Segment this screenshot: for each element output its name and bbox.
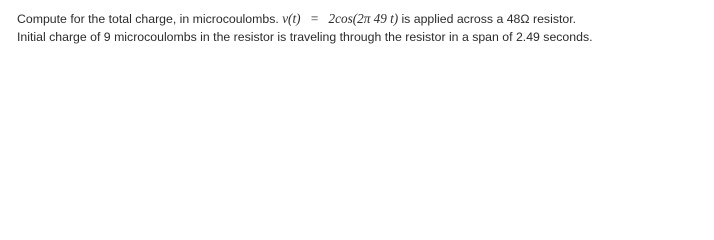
problem-text-intro: Compute for the total charge, in microcoulombs.: [17, 12, 283, 26]
problem-text-resistor: is applied across a 48Ω resistor.: [401, 12, 577, 26]
problem-line-2: Initial charge of 9 microcoulombs in the resistor is traveling through the resistor in a span of 2.49 seconds.: [17, 29, 593, 44]
equation-equals: =: [310, 11, 319, 26]
problem-line-1: [17, 10, 707, 29]
voltage-equation: [282, 11, 401, 26]
equation-rhs: 2cos(2π 49 t): [328, 11, 399, 26]
equation-lhs: v(t): [282, 11, 301, 26]
problem-statement: [17, 10, 707, 46]
